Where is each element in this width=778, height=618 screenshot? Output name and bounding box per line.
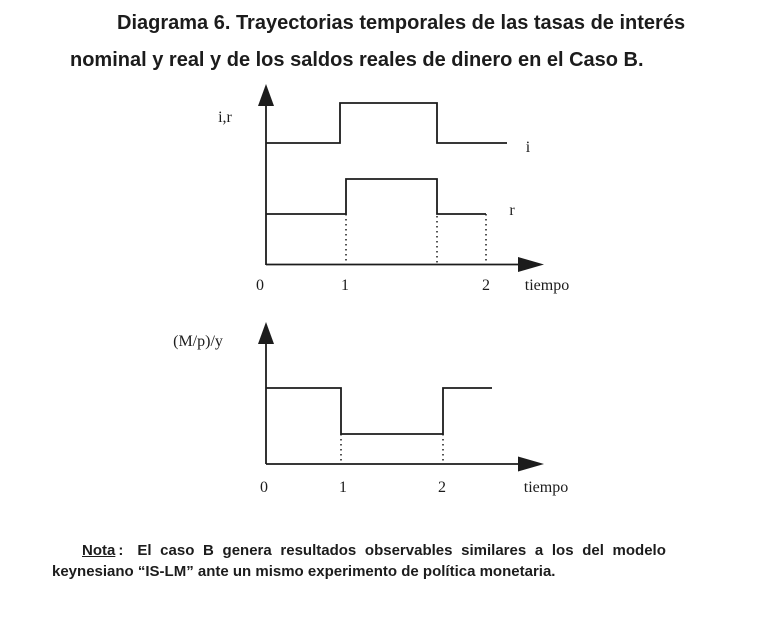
money-y-axis-arrow-icon [258,322,274,344]
money-x-tick-0: 0 [260,479,268,496]
money-x-tick-1: 1 [339,479,347,496]
rates-series-r-line [266,179,486,214]
note-colon: : [118,542,124,559]
rates-y-axis-label: i,r [218,109,232,126]
note-line1-body: El caso B genera resultados observables similares a los del modelo [137,542,666,559]
money-series-Mpy-line [266,388,492,434]
rates-x-tick-0: 0 [256,277,264,294]
money-x-tick-2: 2 [438,479,446,496]
rates-series-label-r: r [509,202,515,219]
rates-x-tick-2: 2 [482,277,490,294]
money-y-axis-label: (M/p)/y [173,333,223,350]
figure-title-line2: nominal y real y de los saldos reales de dinero en el Caso B. [70,49,644,71]
note-text-line1 [52,540,712,561]
note-label: Nota [82,542,116,559]
note-text-line2: keynesiano “IS-LM” ante un mismo experimento de política monetaria. [52,563,556,580]
rates-x-tick-1: 1 [341,277,349,294]
rates-series-label-i: i [525,139,531,156]
note-paragraph [52,540,712,582]
figure-title-line1: Diagrama 6. Trayectorias temporales de las tasas de interés [117,12,686,34]
rates-x-axis-arrow-icon [518,257,544,272]
money-x-axis-label: tiempo [523,479,569,496]
money-x-axis-arrow-icon [518,457,544,472]
rates-y-axis-arrow-icon [258,84,274,106]
rates-x-axis-label: tiempo [524,277,570,294]
rates-series-i-line [266,103,507,143]
